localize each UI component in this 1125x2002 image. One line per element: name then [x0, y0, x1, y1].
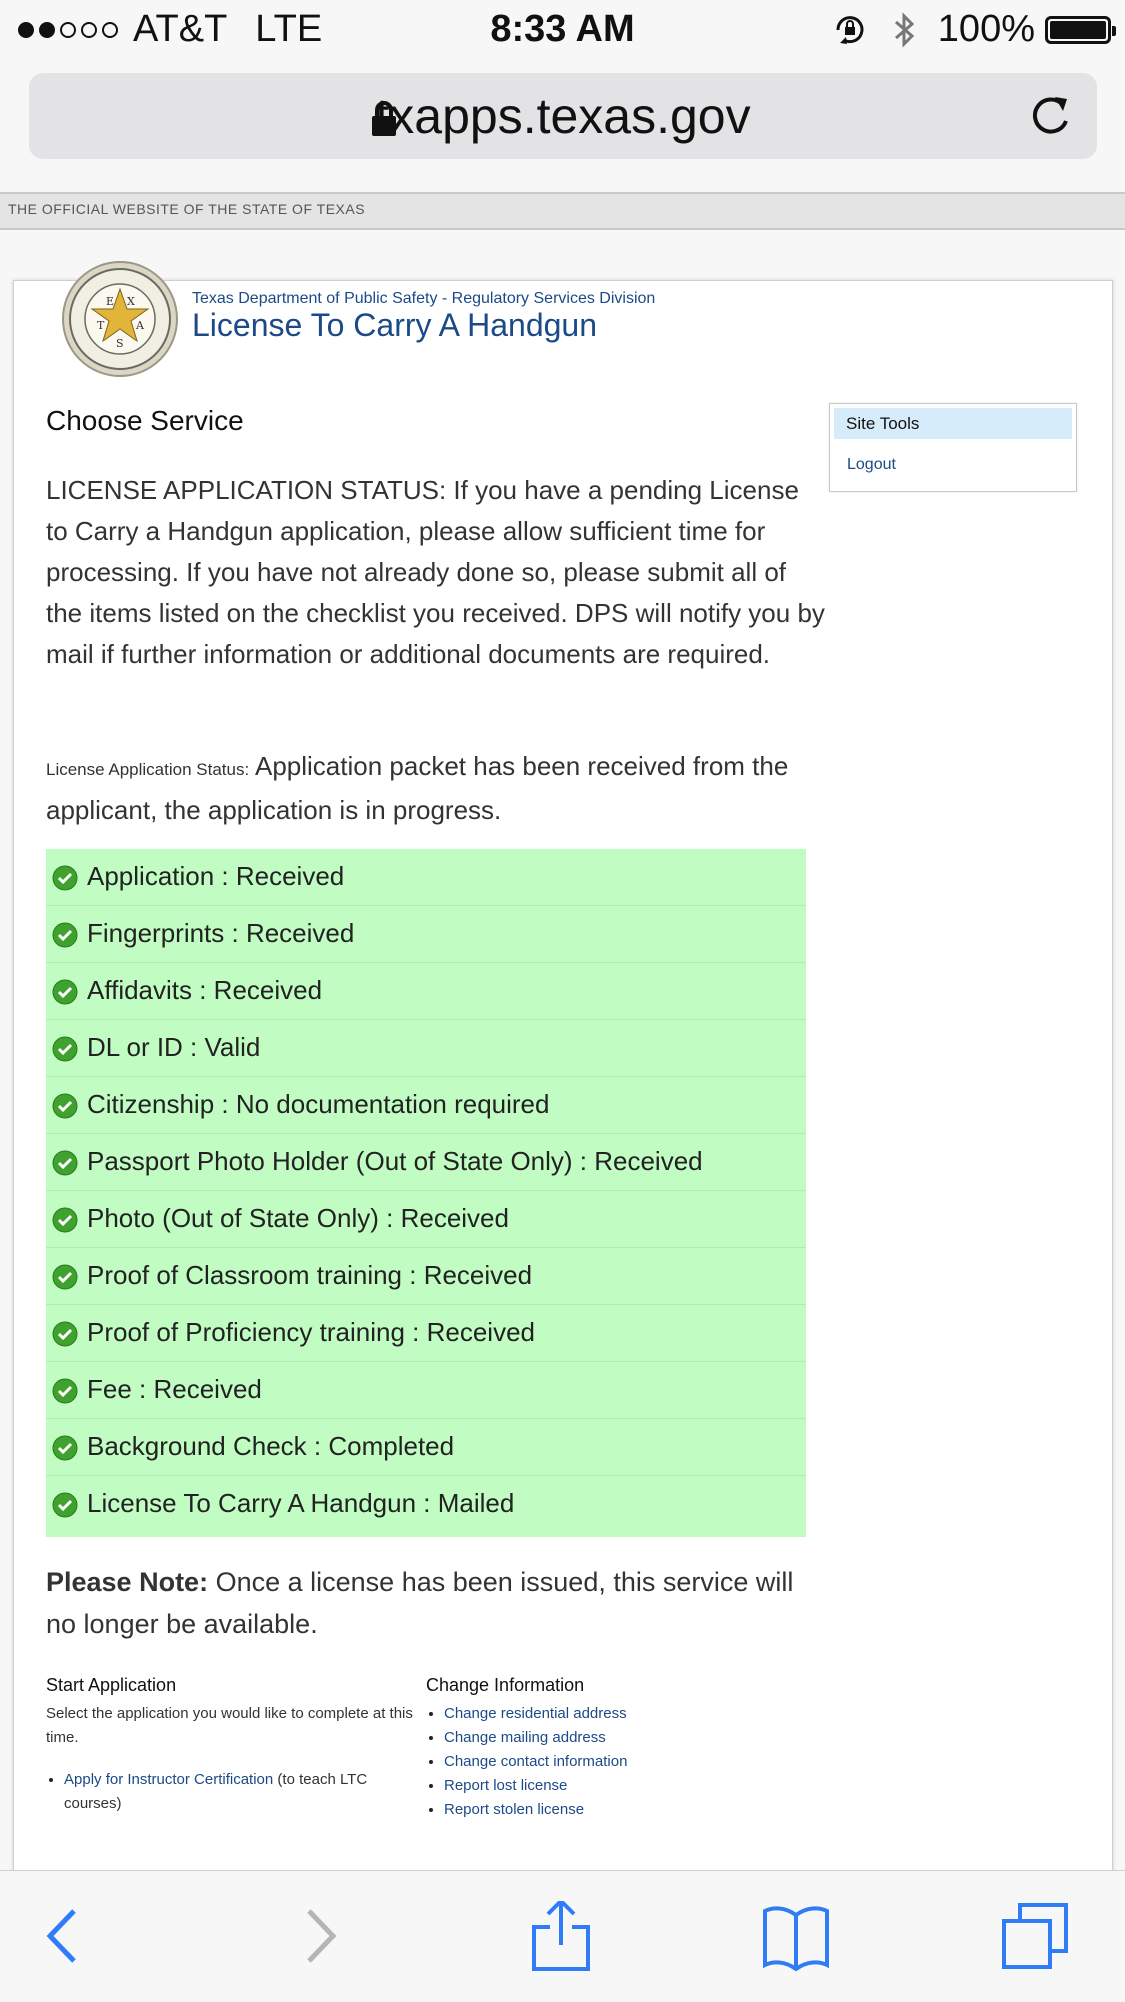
bluetooth-icon — [884, 10, 924, 50]
checklist-item-text: License To Carry A Handgun : Mailed — [87, 1488, 515, 1518]
checkmark-icon — [52, 865, 78, 891]
note-label: Please Note: — [46, 1567, 209, 1597]
clock: 8:33 AM — [490, 8, 635, 50]
checklist-item-text: Affidavits : Received — [87, 975, 323, 1005]
checkmark-icon — [52, 1492, 78, 1518]
seal-letter: S — [116, 337, 124, 350]
official-website-banner — [0, 192, 1125, 230]
checklist-item-text: Fee : Received — [87, 1374, 262, 1404]
note-text: Once a license has been issued, this service will no longer be available. — [46, 1567, 794, 1639]
checkmark-icon — [52, 979, 78, 1005]
checkmark-icon — [52, 1093, 78, 1119]
status-value: Application packet has been received from the applicant, the application is in progress. — [46, 751, 789, 825]
share-icon[interactable] — [526, 1901, 596, 1971]
checklist-item-text: Passport Photo Holder (Out of State Only) : Received — [87, 1146, 703, 1176]
address-bar[interactable] — [29, 73, 1097, 159]
list-item — [444, 1702, 806, 1726]
orientation-lock-icon — [830, 10, 870, 50]
checkmark-icon — [52, 1264, 78, 1290]
start-application-title: Start Application — [46, 1675, 177, 1695]
list-item — [64, 1768, 416, 1816]
report-lost-license-link[interactable]: Report lost license — [444, 1777, 568, 1794]
change-mailing-address-link[interactable]: Change mailing address — [444, 1729, 606, 1746]
battery-icon — [1045, 16, 1111, 44]
seal-letter: X — [127, 295, 135, 308]
checklist-item — [46, 963, 806, 1020]
tabs-icon[interactable] — [1000, 1901, 1070, 1971]
checklist — [46, 849, 806, 1537]
checklist-item — [46, 1020, 806, 1077]
site-tools-title: Site Tools — [834, 408, 1072, 439]
checklist-item — [46, 1248, 806, 1305]
application-status-notice: LICENSE APPLICATION STATUS: If you have a pending License to Carry a Handgun application, please allow sufficient time for processing. If you have not already done so, please submit all of the items listed on the checklist you received. DPS will notify you by mail if further information or additional documents are required. — [46, 475, 825, 669]
start-application-section — [46, 1675, 416, 1816]
report-stolen-license-link[interactable]: Report stolen license — [444, 1801, 585, 1818]
checklist-item-text: Background Check : Completed — [87, 1431, 455, 1461]
bookmarks-icon[interactable] — [761, 1901, 831, 1971]
checklist-item-text: Photo (Out of State Only) : Received — [87, 1203, 509, 1233]
logout-link[interactable]: Logout — [847, 456, 896, 473]
checkmark-icon — [52, 1378, 78, 1404]
battery-percent: 100% — [937, 8, 1035, 50]
checklist-item — [46, 849, 806, 906]
checklist-item — [46, 1476, 806, 1533]
start-application-description: Select the application you would like to complete at this time. — [46, 1705, 413, 1746]
checklist-item-text: Proof of Proficiency training : Received — [87, 1317, 535, 1347]
checklist-item-text: Application : Received — [87, 861, 345, 891]
site-tools-panel — [829, 403, 1077, 492]
reload-icon[interactable] — [1025, 91, 1075, 141]
status-bar — [0, 0, 1125, 64]
list-item — [444, 1726, 806, 1750]
seal-letter: A — [136, 319, 144, 332]
checklist-item-text: DL or ID : Valid — [87, 1032, 261, 1062]
list-item — [444, 1750, 806, 1774]
checklist-item-text: Fingerprints : Received — [87, 918, 355, 948]
checklist-item — [46, 1419, 806, 1476]
checkmark-icon — [52, 1321, 78, 1347]
list-item — [444, 1774, 806, 1798]
change-contact-information-link[interactable]: Change contact information — [444, 1753, 628, 1770]
back-icon[interactable] — [30, 1901, 100, 1971]
link-suffix: (to teach LTC courses) — [64, 1771, 368, 1812]
checkmark-icon — [52, 1036, 78, 1062]
change-information-list — [426, 1702, 806, 1822]
checkmark-icon — [52, 1207, 78, 1233]
carrier-name: AT&T — [133, 8, 228, 50]
checklist-item — [46, 1134, 806, 1191]
change-residential-address-link[interactable]: Change residential address — [444, 1705, 627, 1722]
status-bar-right — [830, 8, 1111, 51]
page-title: License To Carry A Handgun — [192, 307, 597, 343]
checklist-item — [46, 1305, 806, 1362]
section-heading: Choose Service — [46, 405, 244, 436]
change-information-section — [426, 1675, 806, 1822]
checklist-item-text: Proof of Classroom training : Received — [87, 1260, 533, 1290]
seal-letter: E — [106, 295, 115, 308]
checklist-item-text: Citizenship : No documentation required — [87, 1089, 550, 1119]
official-banner-text: THE OFFICIAL WEBSITE OF THE STATE OF TEXAS — [8, 201, 366, 217]
change-information-title: Change Information — [426, 1675, 585, 1695]
checkmark-icon — [52, 1150, 78, 1176]
forward-icon[interactable] — [283, 1901, 353, 1971]
main-content-card — [13, 280, 1113, 1882]
seal-letter: T — [97, 319, 105, 332]
browser-toolbar — [0, 1870, 1125, 2002]
checklist-item — [46, 906, 806, 963]
application-status — [46, 746, 826, 830]
checklist-item — [46, 1362, 806, 1419]
network-type: LTE — [255, 8, 323, 50]
url-text[interactable]: txapps.texas.gov — [375, 88, 751, 144]
department-name: Texas Department of Public Safety - Regulatory Services Division — [192, 290, 656, 307]
checklist-item — [46, 1077, 806, 1134]
status-label: License Application Status: — [46, 760, 250, 779]
list-item — [444, 1798, 806, 1822]
checklist-item — [46, 1191, 806, 1248]
checkmark-icon — [52, 1435, 78, 1461]
start-application-list — [46, 1768, 416, 1816]
please-note — [46, 1561, 806, 1645]
dps-seal-logo — [60, 259, 180, 379]
apply-instructor-certification-link[interactable]: Apply for Instructor Certification — [64, 1771, 274, 1788]
checkmark-icon — [52, 922, 78, 948]
